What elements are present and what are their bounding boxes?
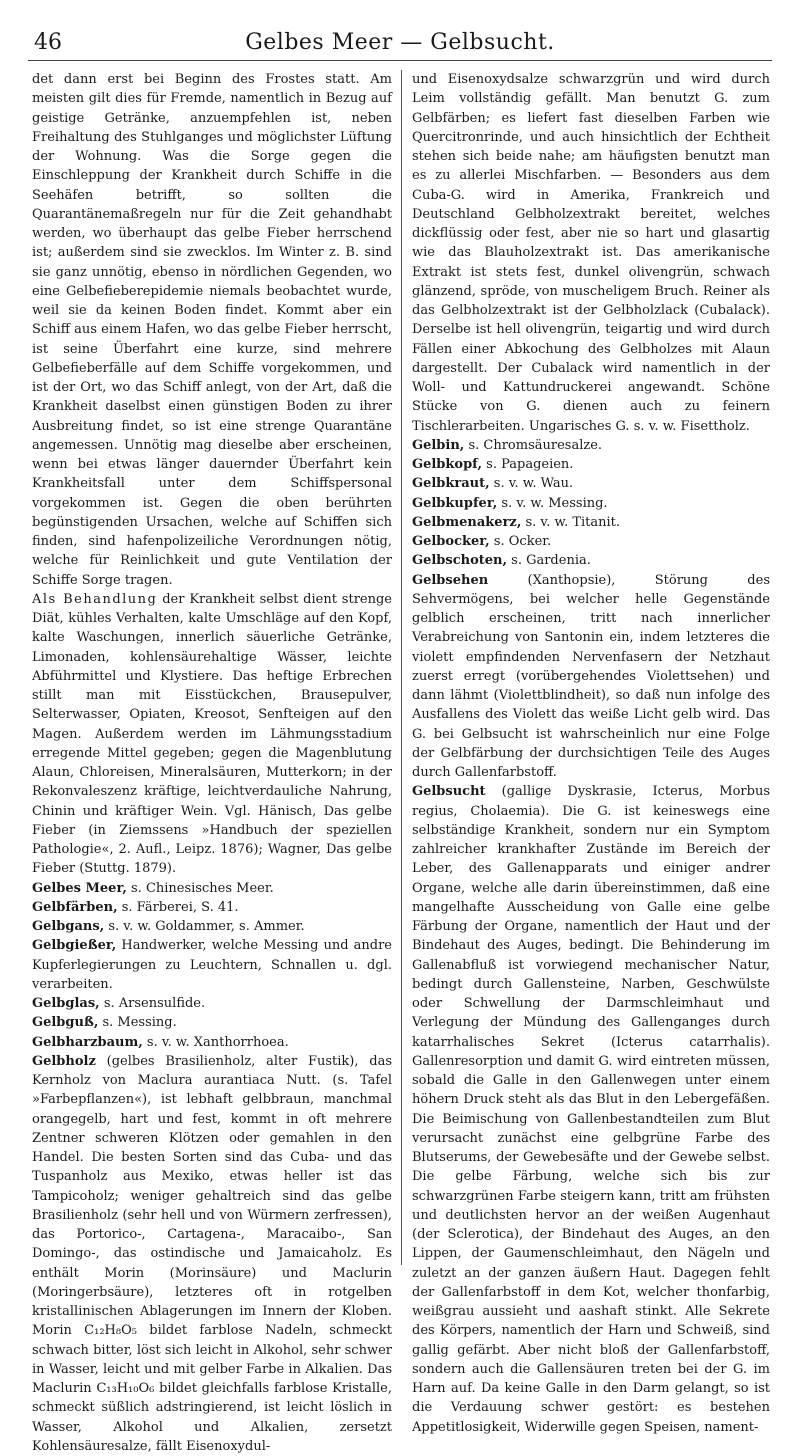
entry-text: (Xanthopsie), Störung des Sehvermögens, bei welcher helle Gegenstände gelblich erscheinen, tritt nach innerlicher Verabreichung von Santonin ein, indem letzteres die violett empfindenden Nervenfasern der Netzhaut zuerst erregt (vorübergehendes Violettsehen) und dann lähmt (Violettblindheit), so daß nun infolge des Ausfallens des Violett das weiße Licht gelb wird. Das G. bei Gelbsucht ist wahrscheinlich nur eine Folge der Gelbfärbung der durchsichtigen Teile des Auges durch Gallenfarbstoff.: [412, 572, 770, 780]
paragraph: [32, 590, 392, 879]
right-column: [412, 70, 770, 1435]
entry-text: s. v. w. Wau.: [489, 476, 574, 492]
headword: Gelbharzbaum,: [32, 1034, 143, 1050]
section-label: Als Behandlung: [32, 591, 158, 607]
entry-gelbsucht: [412, 782, 770, 1437]
left-column: [32, 70, 392, 1454]
entry-gelbguss: [32, 1013, 392, 1032]
headword: Gelbkraut,: [412, 476, 490, 492]
entry-gelbglas: [32, 994, 392, 1013]
entry-text: s. Gardenia.: [507, 553, 591, 569]
entry-text: s. Chinesisches Meer.: [126, 880, 274, 896]
entry-gelbin: [412, 436, 770, 455]
entry-text: s. v. w. Goldammer, s. Ammer.: [104, 919, 305, 934]
entry-text: s. Färberei, S. 41.: [117, 899, 239, 915]
headword: Gelbschoten,: [412, 553, 508, 569]
entry-text: s. Papageien.: [482, 457, 574, 472]
headword: Gelbocker,: [412, 534, 490, 549]
entry-text: s. v. w. Xanthorrhoea.: [142, 1034, 289, 1050]
headword: Gelbin,: [412, 437, 465, 453]
paragraph: det dann erst bei Beginn des Frostes statt. Am meisten gilt dies für Fremde, namentlich in Bezug auf geistige Getränke, anzuempfehlen ist, neben Freihaltung des Stuhlganges und möglichster Lüftung der Wohnung. Was die Sorge gegen die Einschleppung der Krankheit durch Schiffe in die Seehäfen betrifft, so sollten die Quarantänemaßregeln nur für die Zeit gehandhabt werden, wo überhaupt das gelbe Fieber herrschend ist; außerdem sind sie zwecklos. Im Winter z. B. sind sie ganz unnötig, ebenso in nördlichen Gegenden, wo eine Gelbefieberepidemie niemals beobachtet wurde, weil sie da keinen Boden findet. Kommt aber ein Schiff aus einem Hafen, wo das gelbe Fieber herrscht, ist seine Überfahrt eine kurze, sind mehrere Gelbefieberfälle auf dem Schiffe vorgekommen, und ist der Ort, wo das Schiff anlegt, von der Art, daß die Krankheit daselbst einen günstigen Boden zu ihrer Ausbreitung findet, so ist eine strenge Quarantäne angemessen. Unnötig mag dieselbe aber erscheinen, wenn bei etwas länger dauernder Überfahrt kein Krankheitsfall unter dem Schiffspersonal vorgekommen ist. Gegen die oben berührten begünstigenden Ursachen, welche auf Schiffen sich finden, sind hafenpolizeiliche Verordnungen nötig, welche für Reinlichkeit und gute Ventilation der Schiffe Sorge tragen.: [32, 72, 392, 588]
entry-gelbkopf: [412, 455, 770, 474]
page-number: 46: [34, 30, 62, 55]
entry-text: s. v. w. Messing.: [497, 495, 608, 511]
headword: Gelbguß,: [32, 1015, 99, 1031]
paragraph-text: der Krankheit selbst dient strenge Diät, kühles Verhalten, kalte Umschläge auf den Kopf, kalte Waschungen, innerlich säuerliche Getränke, Limonaden, kohlensäurehaltige Wässer, leichte Abführmittel und Klystiere. Das heftige Erbrechen stillt man mit Eisstückchen, Brausepulver, Selterwasser, Opiaten, Kreosot, Senfteigen auf den Magen. Außerdem werden im Lähmungsstadium erregende Mittel gegeben; gegen die Magenblutung Alaun, Chloreisen, Mineralsäuren, Mutterkorn; in der Rekonvaleszenz kräftige, leichtverdauliche Nahrung, Chinin und kräftiger Wein. Vgl. Hänisch, Das gelbe Fieber (in Ziemssens »Handbuch der speziellen Pathologie«, 2. Aufl., Leipz. 1876); Wagner, Das gelbe Fieber (Stuttg. 1879).: [32, 591, 392, 877]
headword: Gelbgießer,: [32, 938, 117, 954]
entry-gelbschoten: [412, 551, 770, 570]
entry-gelbkraut: [412, 474, 770, 493]
headword: Gelbholz: [32, 1053, 96, 1069]
entry-gelbgans: [32, 917, 392, 936]
entry-gelbharzbaum: [32, 1033, 392, 1052]
headword: Gelbgans,: [32, 919, 105, 934]
entry-gelbsehen: [412, 571, 770, 783]
column-divider: [401, 70, 402, 1265]
headword: Gelbsehen: [412, 572, 489, 588]
entry-gelbocker: [412, 532, 770, 551]
entry-text: Handwerker, welche Messing und andre Kupferlegierungen zu Leuchtern, Schnallen u. dgl. verarbeiten.: [32, 938, 392, 992]
entry-text: (gallige Dyskrasie, Icterus, Morbus regius, Cholaemia). Die G. ist keineswegs eine selbständige Krankheit, sondern nur ein Symptom zahlreicher krankhafter Zustände im Bereich der Leber, des Gallenapparats und einiger andrer Organe, welche alle darin übereinstimmen, daß eine mangelhafte Ausscheidung von Galle eine gelbe Färbung der Organe, namentlich der Haut und der Bindehaut des Auges, bedingt. Die Behinderung im Gallenabfluß ist vorwiegend mechanischer Natur, bedingt durch Gallensteine, Narben, Geschwülste oder Schwellung der Darmschleimhaut und Verlegung der Mündung des Gallenganges durch katarrhalisches Sekret (Icterus catarrhalis). Gallenresorption und damit G. wird eintreten müssen, sobald die Galle in den Gallenwegen unter einem höhern Druck steht als das Blut in den Lebergefäßen. Die Beimischung von Gallenbestandteilen zum Blut verursacht zunächst eine gelbgrüne Farbe des Blutserums, der Gewebesäfte und der Gewebe selbst. Die gelbe Färbung, welche sich bis zur schwarzgrünen Farbe steigern kann, tritt am frühsten und deutlichsten hervor an der weißen Augenhaut (der Sclerotica), der Bindehaut des Auges, an den Lippen, der Gaumenschleimhaut, den Nägeln und zuletzt an der ganzen äußern Haut. Dagegen fehlt der Gallenfarbstoff in dem Kot, welcher thonfarbig, weißgrau aussieht und aashaft stinkt. Alle Sekrete des Körpers, namentlich der Harn und Schweiß, sind gallig gefärbt. Aber nicht bloß der Gallenfarbstoff, sondern auch die Gallensäuren treten bei der G. im Harn auf. Da keine Galle in den Darm gelangt, so ist die Verdauung schwer gestört: es bestehen Appetitlosigkeit, Widerwille gegen Speisen, nament-: [412, 784, 770, 1435]
entry-text: s. Arsensulfide.: [99, 996, 206, 1011]
entry-gelbholz: [32, 1052, 392, 1456]
entry-text: (gelbes Brasilienholz, alter Fustik), das Kernholz von Maclura aurantiaca Nutt. (s. Tafel »Farbepflanzen«), ist lebhaft gelbbraun, manchmal orangegelb, hart und fest, kommt in oft mehrere Zentner schweren Klötzen oder gemahlen in den Handel. Die besten Sorten sind das Cuba- und das Tuspanholz aus Mexiko, etwas heller ist das Tampicoholz; weniger gehaltreich sind das gelbe Brasilienholz (sehr hell und von Würmern zerfressen), das Portorico-, Cartagena-, Maracaibo-, San Domingo-, das ostindische und Jamaicaholz. Es enthält Morin (Morinsäure) und Maclurin (Moringerbsäure), letzteres oft in rotgelben kristallinischen Ablagerungen im Innern der Kloben. Morin C₁₂H₈O₅ bildet farblose Nadeln, schmeckt schwach bitter, löst sich leicht in Alkohol, sehr schwer in Wasser, leicht und mit gelber Farbe in Alkalien. Das Maclurin C₁₃H₁₀O₆ bildet gleichfalls farblose Kristalle, schmeckt süßlich adstringierend, ist leicht löslich in Wasser, Alkohol und Alkalien, zersetzt Kohlensäuresalze, fällt Eisenoxydul-: [32, 1053, 392, 1454]
page-header: [28, 26, 772, 61]
entry-gelbes-meer: [32, 879, 392, 898]
entry-gelbmenakerz: [412, 513, 770, 532]
headword: Gelbsucht: [412, 784, 486, 800]
headword: Gelbfärben,: [32, 899, 118, 915]
entry-text: s. v. w. Titanit.: [521, 514, 621, 530]
running-head: Gelbes Meer — Gelbsucht.: [245, 30, 555, 55]
headword: Gelbkupfer,: [412, 495, 498, 511]
headword: Gelbmenakerz,: [412, 514, 522, 530]
paragraph: und Eisenoxydsalze schwarzgrün und wird durch Leim vollständig gefällt. Man benutzt G. zum Gelbfärben; es liefert fast dieselben Farben wie Quercitronrinde, und auch hinsichtlich der Echtheit stehen sich beide nahe; am häufigsten benutzt man es zu allerlei Mischfarben. — Besonders aus dem Cuba-G. wird in Amerika, Frankreich und Deutschland Gelbholzextrakt bereitet, welches dickflüssig oder fest, aber nie so hart und glasartig wie das Blauholzextrakt ist. Das amerikanische Extrakt ist stets fest, dunkel olivengrün, schwach glänzend, spröde, von muscheligem Bruch. Reiner als das Gelbholzextrakt ist der Gelbholzlack (Cubalack). Derselbe ist hell olivengrün, teigartig und wird durch Fällen einer Abkochung des Gelbholzes mit Alaun dargestellt. Der Cubalack wird namentlich in der Woll- und Kattundruckerei angewandt. Schöne Stücke von G. dienen auch zu feinern Tischlerarbeiten. Ungarisches G. s. v. w. Fisettholz.: [412, 72, 770, 434]
entry-text: s. Ocker.: [489, 534, 552, 549]
entry-text: s. Chromsäuresalze.: [464, 437, 603, 453]
entry-gelbfaerben: [32, 898, 392, 917]
headword: Gelbglas,: [32, 996, 100, 1011]
headword: Gelbes Meer,: [32, 880, 127, 896]
entry-text: s. Messing.: [98, 1015, 177, 1031]
entry-gelbkupfer: [412, 494, 770, 513]
headword: Gelbkopf,: [412, 457, 483, 472]
entry-gelbgiesser: [32, 936, 392, 994]
